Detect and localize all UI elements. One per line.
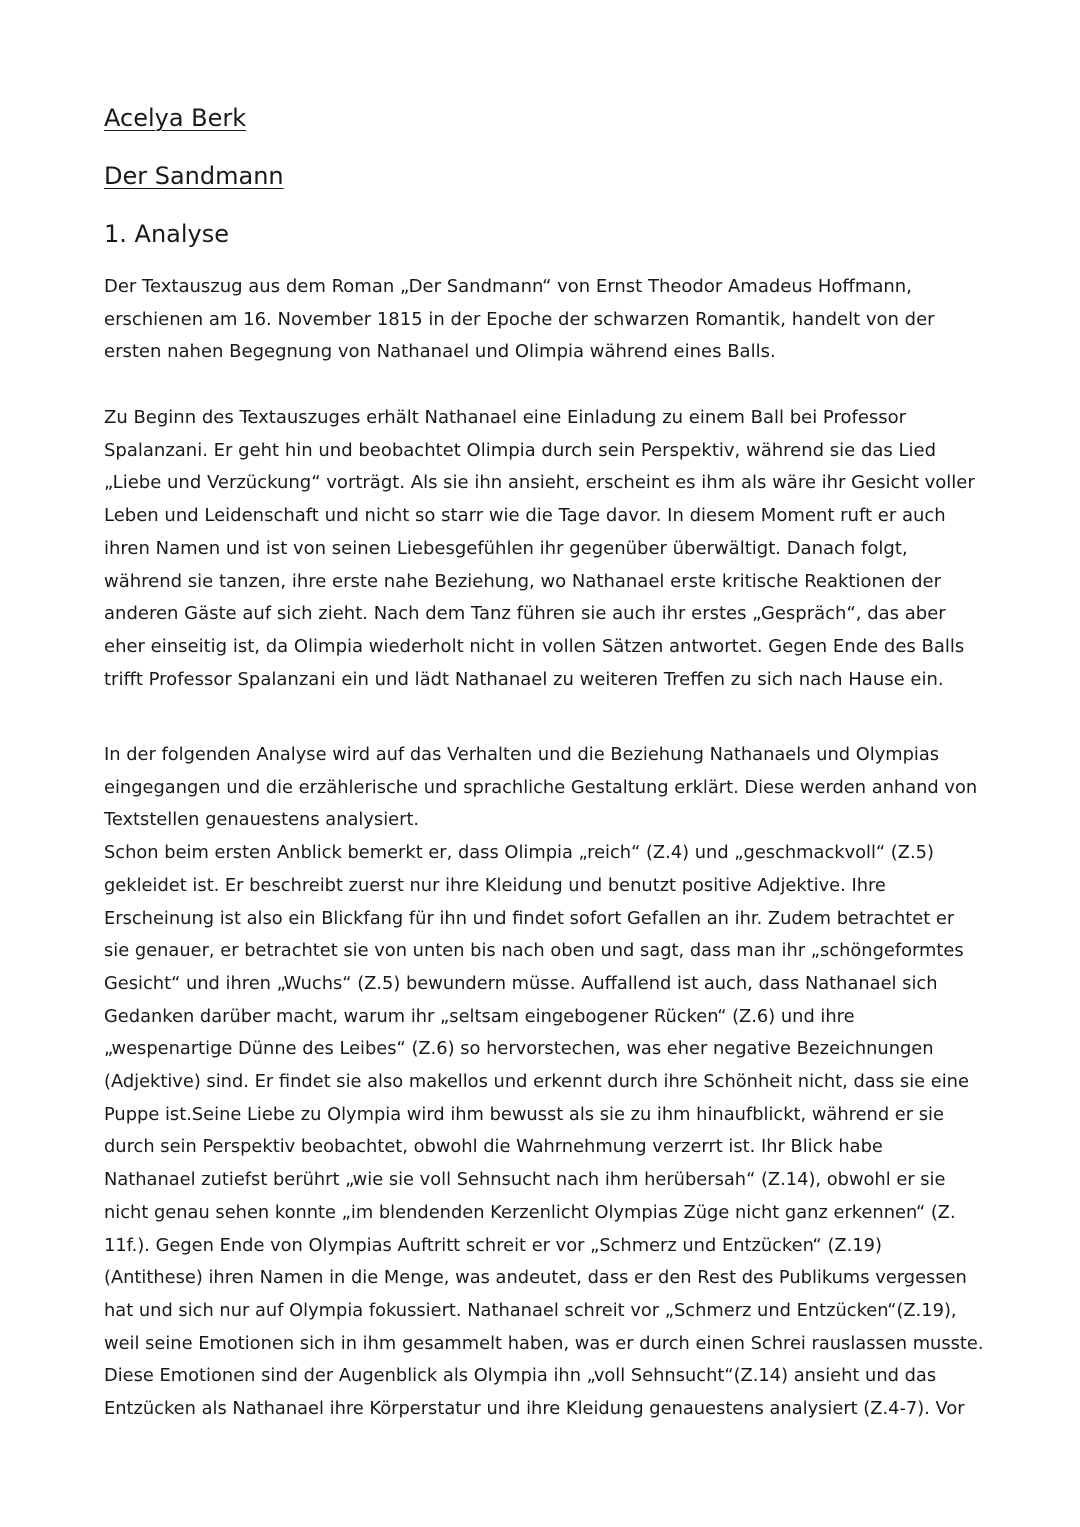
text-line: Zu Beginn des Textauszuges erhält Nathanael eine Einladung zu einem Ball bei Professor — [104, 407, 907, 428]
text-line: ihren Namen und ist von seinen Liebesgefühlen ihr gegenüber überwältigt. Danach folgt, — [104, 537, 908, 559]
author-name: Acelya Berk — [104, 104, 247, 132]
section-heading: 1. Analyse — [104, 220, 230, 248]
text-line: Entzücken als Nathanael ihre Körperstatur und ihre Kleidung genauestens analysiert (Z.4-7). Vor — [104, 1398, 965, 1420]
text-line: weil seine Emotionen sich in ihm gesammelt haben, was er durch einen Schrei rauslassen musste. — [104, 1332, 984, 1354]
text-line: Der Textauszug aus dem Roman „Der Sandmann“ von Ernst Theodor Amadeus Hoffmann, — [104, 276, 912, 297]
text-line: Leben und Leidenschaft und nicht so starr wie die Tage davor. In diesem Moment ruft er auch — [104, 505, 946, 527]
text-line: Textstellen genauestens analysiert. — [104, 809, 420, 831]
text-line: hat und sich nur auf Olympia fokussiert. Nathanael schreit vor „Schmerz und Entzücken“(Z.19), — [104, 1299, 957, 1321]
text-line: (Antithese) ihren Namen in die Menge, was andeutet, dass er den Rest des Publikums vergessen — [104, 1267, 967, 1289]
text-line: ersten nahen Begegnung von Nathanael und Olimpia während eines Balls. — [104, 341, 776, 363]
text-line: durch sein Perspektiv beobachtet, obwohl die Wahrnehmung verzerrt ist. Ihr Blick habe — [104, 1136, 883, 1158]
text-line: Diese Emotionen sind der Augenblick als Olympia ihn „voll Sehnsucht“(Z.14) ansieht und das — [104, 1365, 937, 1387]
paragraph-summary — [104, 402, 975, 696]
text-line: eher einseitig ist, da Olimpia wiederholt nicht in vollen Sätzen antwortet. Gegen Ende des Balls — [104, 635, 965, 657]
text-line: „Liebe und Verzückung“ vorträgt. Als sie ihn ansieht, erscheint es ihm als wäre ihr Gesicht voller — [104, 472, 975, 494]
text-line: Schon beim ersten Anblick bemerkt er, dass Olimpia „reich“ (Z.4) und „geschmackvoll“ (Z.5) — [104, 842, 934, 864]
text-line: anderen Gäste auf sich zieht. Nach dem Tanz führen sie auch ihr erstes „Gespräch“, das aber — [104, 603, 946, 625]
text-line: erschienen am 16. November 1815 in der Epoche der schwarzen Romantik, handelt von der — [104, 308, 935, 330]
paragraph-analysis — [104, 739, 993, 1426]
text-line: Gedanken darüber macht, warum ihr „seltsam eingebogener Rücken“ (Z.6) und ihre — [104, 1005, 855, 1027]
text-line: trifft Professor Spalanzani ein und lädt Nathanael zu weiteren Treffen zu sich nach Hause ein. — [104, 668, 944, 690]
text-line: gekleidet ist. Er beschreibt zuerst nur ihre Kleidung und benutzt positive Adjektive. Ihre — [104, 874, 886, 896]
text-line: 11f.). Gegen Ende von Olympias Auftritt schreit er vor „Schmerz und Entzücken“ (Z.19) — [104, 1234, 882, 1256]
text-line: sie genauer, er betrachtet sie von unten bis nach oben und sagt, dass man ihr „schöngeformtes — [104, 940, 964, 962]
text-line: Erscheinung ist also ein Blickfang für ihn und findet sofort Gefallen an ihr. Zudem betrachtet er — [104, 907, 955, 929]
paragraph-introduction — [104, 271, 935, 369]
text-line: während sie tanzen, ihre erste nahe Beziehung, wo Nathanael erste kritische Reaktionen der — [104, 570, 941, 592]
text-line: Nathanael zutiefst berührt „wie sie voll Sehnsucht nach ihm herübersah“ (Z.14), obwohl er sie — [104, 1169, 946, 1191]
text-line: „wespenartige Dünne des Leibes“ (Z.6) so hervorstechen, was eher negative Bezeichnungen — [104, 1038, 934, 1060]
text-line: In der folgenden Analyse wird auf das Verhalten und die Beziehung Nathanaels und Olympias — [104, 744, 940, 765]
document-title: Der Sandmann — [104, 162, 284, 190]
text-line: (Adjektive) sind. Er findet sie also makellos und erkennt durch ihre Schönheit nicht, dass sie eine — [104, 1071, 969, 1093]
text-line: Spalanzani. Er geht hin und beobachtet Olimpia durch sein Perspektiv, während sie das Lied — [104, 439, 937, 461]
text-line: nicht genau sehen konnte „im blendenden Kerzenlicht Olympias Züge nicht ganz erkennen“ (Z. — [104, 1201, 956, 1223]
text-line: Puppe ist.Seine Liebe zu Olympia wird ihm bewusst als sie zu ihm hinaufblickt, während er sie — [104, 1103, 944, 1125]
text-line: Gesicht“ und ihren „Wuchs“ (Z.5) bewundern müsse. Auffallend ist auch, dass Nathanael sich — [104, 972, 938, 994]
text-line: eingegangen und die erzählerische und sprachliche Gestaltung erklärt. Diese werden anhand von — [104, 776, 978, 798]
